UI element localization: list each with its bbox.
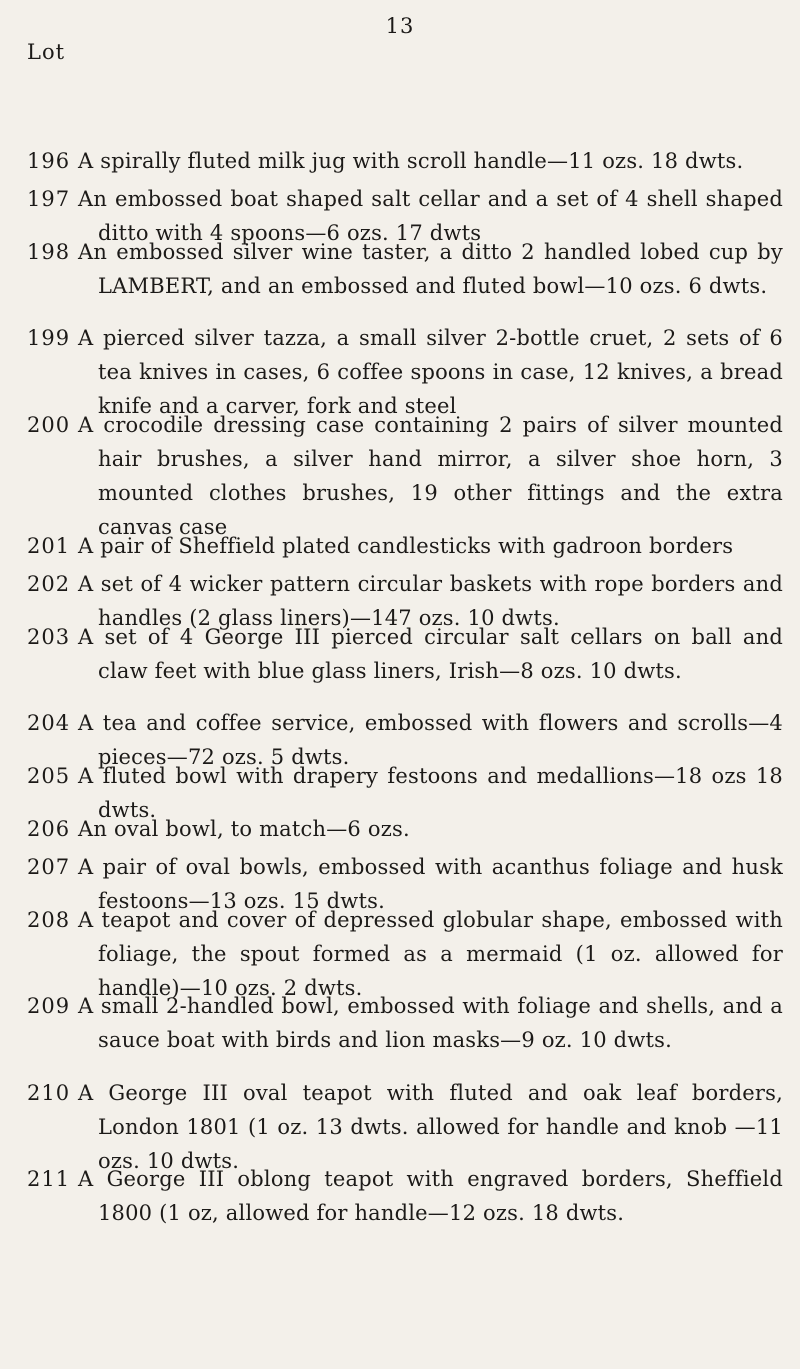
lot-number: 209 xyxy=(27,994,71,1018)
lot-description: A George III oval teapot with fluted and oak leaf borders, London 1801 (1 oz. 13 dwts. allowed for handle and knob —11 ozs. 10 dwts. xyxy=(78,1081,783,1173)
lot-description: A pair of oval bowls, embossed with acanthus foliage and husk festoons—13 ozs. 15 dwts. xyxy=(78,855,783,913)
lot-description: A pierced silver tazza, a small silver 2-bottle cruet, 2 sets of 6 tea knives in cases, 6 coffee spoons in case, 12 knives, a bread knife and a carver, fork and steel xyxy=(78,326,783,418)
lot-description: A fluted bowl with drapery festoons and medallions—18 ozs 18 dwts. xyxy=(78,764,783,822)
lot-description: A tea and coffee service, embossed with flowers and scrolls—4 pieces—72 ozs. 5 dwts. xyxy=(78,711,783,769)
lot-description: A small 2-handled bowl, embossed with foliage and shells, and a sauce boat with birds and lion masks—9 oz. 10 dwts. xyxy=(78,994,783,1052)
lot-number: 206 xyxy=(27,817,71,841)
lot-description: A set of 4 George III pierced circular salt cellars on ball and claw feet with blue glass liners, Irish—8 ozs. 10 dwts. xyxy=(78,625,783,683)
lot-number: 208 xyxy=(27,908,71,932)
lot-number: 199 xyxy=(27,326,71,350)
lot-description: An oval bowl, to match—6 ozs. xyxy=(78,817,410,841)
lot-number: 205 xyxy=(27,764,71,788)
lot-description: An embossed boat shaped salt cellar and a set of 4 shell shaped ditto with 4 spoons—6 ozs. 17 dwts xyxy=(78,187,783,245)
lot-number: 202 xyxy=(27,572,71,596)
lot-number: 196 xyxy=(27,149,71,173)
lot-description: A George III oblong teapot with engraved borders, Sheffield 1800 (1 oz, allowed for handle—12 ozs. 18 dwts. xyxy=(78,1167,783,1225)
lot-number: 210 xyxy=(27,1081,71,1105)
lot-description: A crocodile dressing case containing 2 pairs of silver mounted hair brushes, a silver hand mirror, a silver shoe horn, 3 mounted clothes brushes, 19 other fittings and the extra canvas case xyxy=(78,413,783,539)
lot-description: A set of 4 wicker pattern circular baskets with rope borders and handles (2 glass liners)—147 ozs. 10 dwts. xyxy=(78,572,783,630)
lot-number: 200 xyxy=(27,413,71,437)
lot-number: 203 xyxy=(27,625,71,649)
lot-description: A spirally fluted milk jug with scroll handle—11 ozs. 18 dwts. xyxy=(78,149,744,173)
lot-number: 198 xyxy=(27,240,71,264)
page-number: 13 xyxy=(385,14,415,38)
lot-description: A teapot and cover of depressed globular shape, embossed with foliage, the spout formed as a mermaid (1 oz. allowed for handle)—10 ozs. 2 dwts. xyxy=(78,908,783,1000)
lot-column-header: Lot xyxy=(27,40,66,64)
lot-description: A pair of Sheffield plated candlesticks with gadroon borders xyxy=(78,534,734,558)
lot-number: 201 xyxy=(27,534,71,558)
lot-number: 207 xyxy=(27,855,71,879)
lot-number: 211 xyxy=(27,1167,71,1191)
lot-number: 197 xyxy=(27,187,71,211)
lot-number: 204 xyxy=(27,711,71,735)
lot-description: An embossed silver wine taster, a ditto 2 handled lobed cup by LAMBERT, and an embossed and fluted bowl—10 ozs. 6 dwts. xyxy=(78,240,783,298)
